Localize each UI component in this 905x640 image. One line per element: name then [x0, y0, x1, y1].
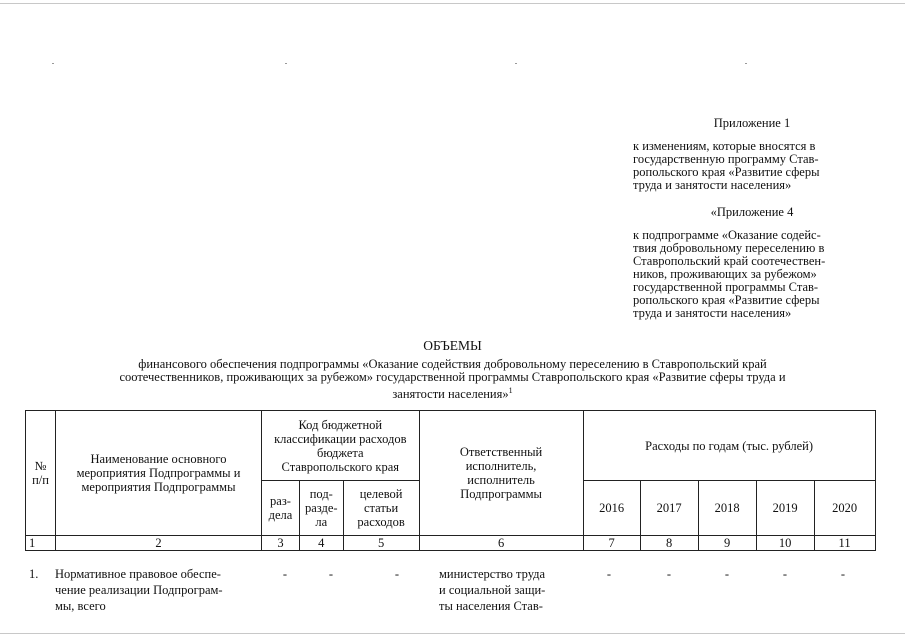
column-number: 5: [343, 536, 419, 551]
appendix-1-line: ропольского края «Развитие сферы: [633, 165, 820, 179]
appendix-4-line: ников, проживающих за рубежом»: [633, 267, 817, 281]
col-header-budget-code: Код бюджетной классификации расходов бюджета Ставропольского края: [262, 411, 420, 481]
row-executor: [439, 566, 587, 614]
column-number: 2: [56, 536, 262, 551]
column-number: 10: [756, 536, 814, 551]
appendix-1-block: [633, 117, 871, 192]
year-header: 2018: [698, 481, 756, 536]
scan-dot: [515, 63, 517, 64]
subheading-line: соотечественников, проживающих за рубежом» государственной программы Ставропольского края «Развитие сферы труда и: [119, 370, 786, 384]
year-header: 2020: [814, 481, 875, 536]
top-edge-line: [0, 3, 905, 4]
row-dash: -: [328, 567, 334, 581]
column-number: 11: [814, 536, 875, 551]
column-number: 9: [698, 536, 756, 551]
row-dash: -: [666, 567, 672, 581]
row-name: [55, 566, 261, 614]
appendix-4-line: к подпрограмме «Оказание содейс-: [633, 228, 821, 242]
row-dash: -: [782, 567, 788, 581]
appendix-4-line: твия добровольному переселению в: [633, 241, 825, 255]
scan-dot: [52, 63, 54, 64]
col-header-name: Наименование основного мероприятия Подпрограммы и мероприятия Подпрограммы: [56, 411, 262, 536]
document-heading: ОБЪЕМЫ: [423, 338, 482, 353]
appendix-4-line: ропольского края «Развитие сферы: [633, 293, 820, 307]
appendix-4-line: Ставропольский край соотечествен-: [633, 254, 826, 268]
column-number: 7: [583, 536, 640, 551]
footnote-mark: 1: [508, 386, 513, 395]
scan-dot: [285, 63, 287, 64]
subheading-line: занятости населения»$^1$: [392, 386, 513, 402]
row-executor-line: министерство труда: [439, 567, 546, 581]
row-number: 1.: [29, 567, 39, 581]
row-dash: -: [394, 567, 400, 581]
bottom-edge-line: [0, 633, 905, 634]
col-header-expenses: Расходы по годам (тыс. рублей): [583, 411, 875, 481]
column-number: 6: [419, 536, 583, 551]
row-executor-line: ты населения Став-: [439, 599, 543, 613]
appendix-4-line: государственной программы Став-: [633, 280, 819, 294]
row-dash: -: [840, 567, 846, 581]
column-number: 8: [640, 536, 698, 551]
scan-dot: [745, 63, 747, 64]
col-header-subsection: под-разде-ла: [300, 481, 344, 536]
funding-table: [25, 410, 876, 551]
row-dash: -: [282, 567, 288, 581]
appendix-4-line: труда и занятости населения»: [633, 306, 792, 320]
appendix-4-block: [633, 206, 871, 320]
subheading-line: финансового обеспечения подпрограммы «Оказание содействия добровольному переселению в Ставропольский край: [138, 357, 767, 371]
col-header-executor: Ответственный исполнитель, исполнитель Подпрограммы: [419, 411, 583, 536]
appendix-1-title: Приложение 1: [713, 116, 791, 130]
document-subheading: [30, 358, 875, 401]
col-header-number: № п/п: [26, 411, 56, 536]
row-dash: -: [724, 567, 730, 581]
row-name-line: чение реализации Подпрограм-: [55, 583, 223, 597]
col-header-section: раз-дела: [262, 481, 300, 536]
column-number: 4: [300, 536, 344, 551]
col-header-target: целевой статьи расходов: [343, 481, 419, 536]
appendix-1-line: труда и занятости населения»: [633, 178, 792, 192]
row-dash: -: [606, 567, 612, 581]
row-name-line: мы, всего: [55, 599, 106, 613]
row-executor-line: и социальной защи-: [439, 583, 546, 597]
year-header: 2019: [756, 481, 814, 536]
appendix-4-title: «Приложение 4: [710, 205, 794, 219]
appendix-1-line: государственную программу Став-: [633, 152, 819, 166]
appendix-1-line: к изменениям, которые вносятся в: [633, 139, 816, 153]
year-header: 2017: [640, 481, 698, 536]
column-number: 3: [262, 536, 300, 551]
year-header: 2016: [583, 481, 640, 536]
column-number: 1: [26, 536, 56, 551]
row-name-line: Нормативное правовое обеспе-: [55, 567, 221, 581]
